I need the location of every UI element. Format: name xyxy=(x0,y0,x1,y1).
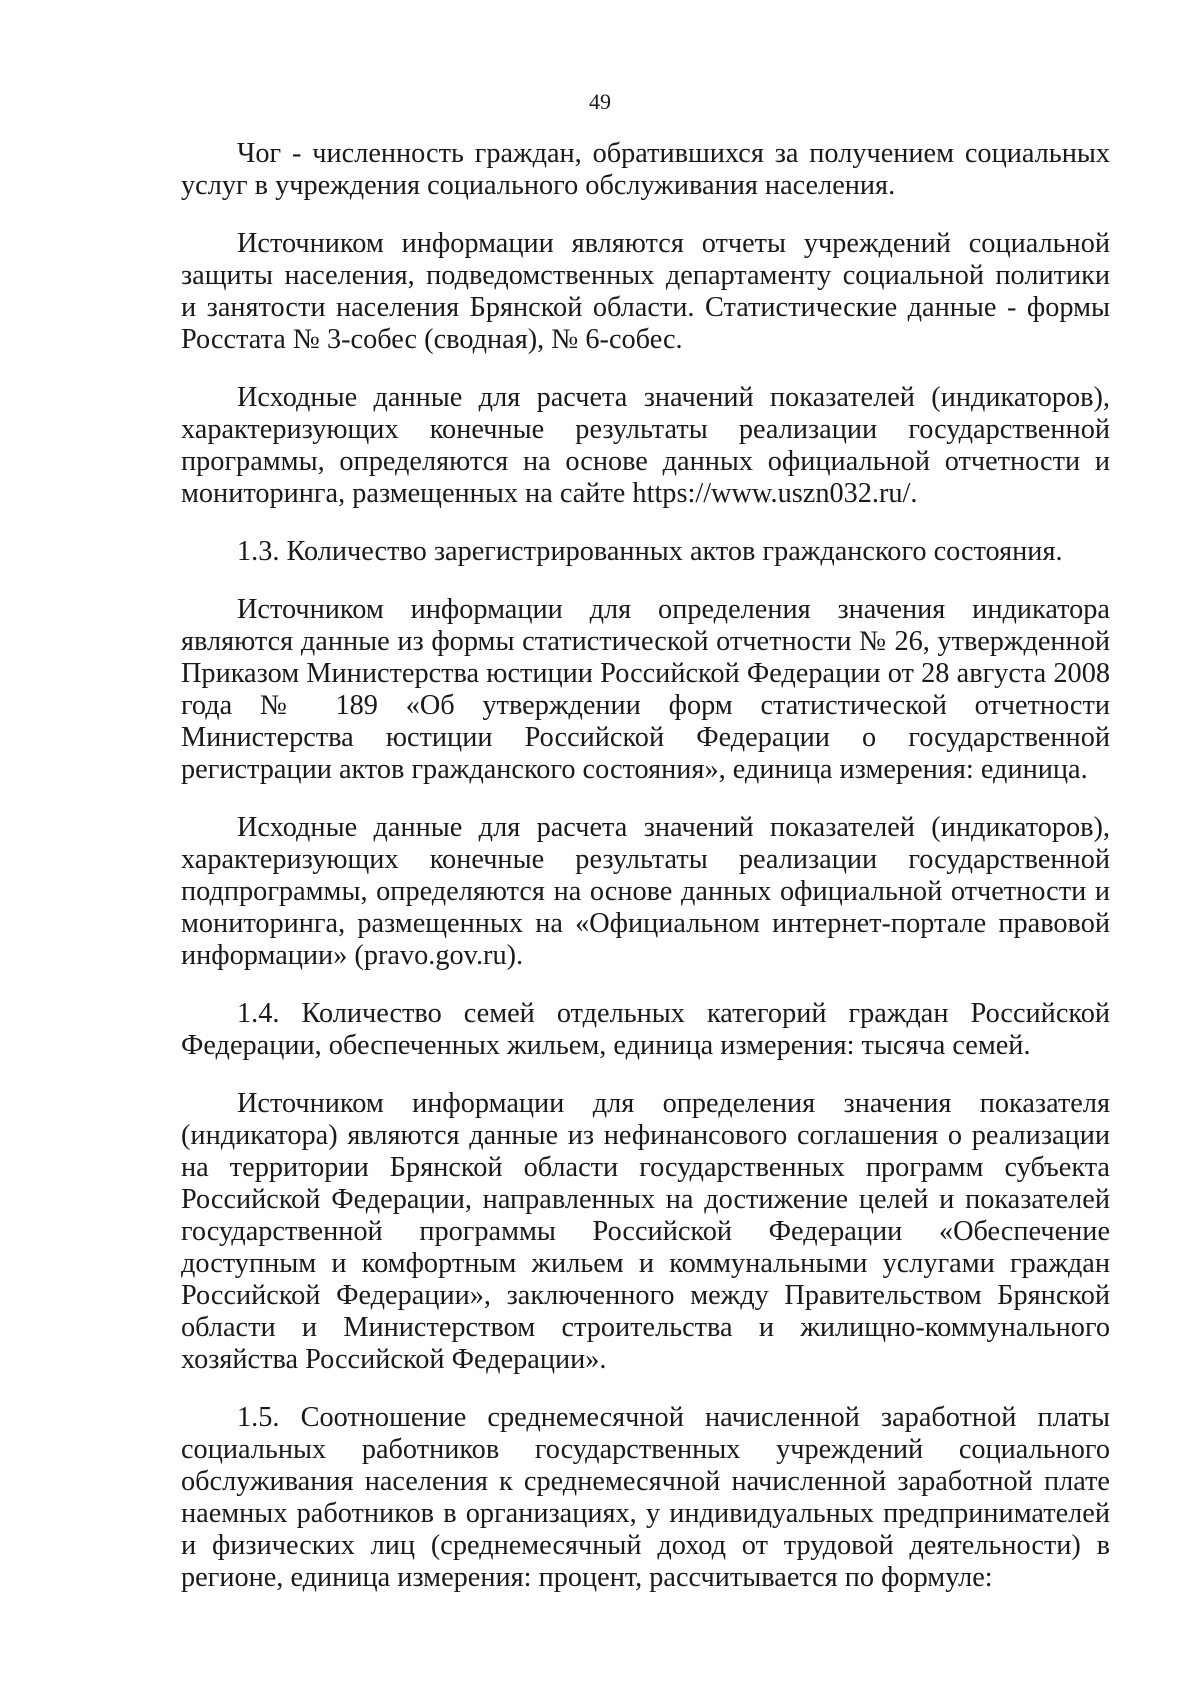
page-number: 49 xyxy=(589,89,611,114)
section-heading-1-4: 1.4. Количество семей отдельных категорий граждан Российской Федерации, обеспеченных жильем, единица измерения: тысяча семей. xyxy=(181,998,1110,1061)
paragraph-information-source-form-26: Источником информации для определения значения индикатора являются данные из формы статистической отчетности № 26, утвержденной Приказом Министерства юстиции Российской Федерации от 28 августа 2008 года № 189 «Об утверждении форм статистической отчетности Министерства юстиции Российской Федерации о государственной регистрации актов гражданского состояния», единица измерения: единица. xyxy=(181,594,1110,785)
paragraph-initial-data-program: Исходные данные для расчета значений показателей (индикаторов), характеризующих конечные результаты реализации государственной программы, определяются на основе данных официальной отчетности и мониторинга, размещенных на сайте https://www.uszn032.ru/. xyxy=(181,382,1110,509)
paragraph-information-source-reports: Источником информации являются отчеты учреждений социальной защиты населения, подведомственных департаменту социальной политики и занятости населения Брянской области. Статистические данные - формы Росстата № 3-собес (сводная), № 6-собес. xyxy=(181,228,1110,355)
paragraph-chog-definition: Чог - численность граждан, обратившихся за получением социальных услуг в учреждения социального обслуживания населения. xyxy=(181,138,1110,201)
paragraph-information-source-agreement: Источником информации для определения значения показателя (индикатора) являются данные из нефинансового соглашения о реализации на территории Брянской области государственных программ субъекта Российской Федерации, направленных на достижение целей и показателей государственной программы Российской Федерации «Обеспечение доступным и комфортным жильем и коммунальными услугами граждан Российской Федерации», заключенного между Правительством Брянской области и Министерством строительства и жилищно-коммунального хозяйства Российской Федерации». xyxy=(181,1088,1110,1375)
section-heading-1-3: 1.3. Количество зарегистрированных актов гражданского состояния. xyxy=(237,536,1063,567)
section-heading-1-5: 1.5. Соотношение среднемесячной начисленной заработной платы социальных работников государственных учреждений социального обслуживания населения к среднемесячной начисленной заработной плате наемных работников в организациях, у индивидуальных предпринимателей и физических лиц (среднемесячный доход от трудовой деятельности) в регионе, единица измерения: процент, рассчитывается по формуле: xyxy=(181,1402,1110,1593)
paragraph-initial-data-subprogram: Исходные данные для расчета значений показателей (индикаторов), характеризующих конечные результаты реализации государственной подпрограммы, определяются на основе данных официальной отчетности и мониторинга, размещенных на «Официальном интернет-портале правовой информации» (pravo.gov.ru). xyxy=(181,812,1110,971)
document-body xyxy=(181,138,1110,1620)
